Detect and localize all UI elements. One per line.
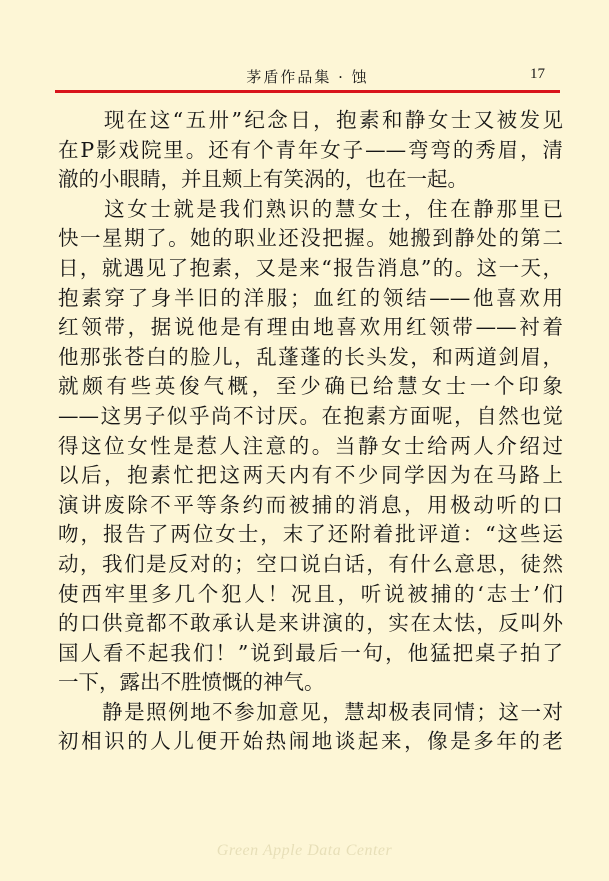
text-line: 以后，抱素忙把这两天内有不少同学因为在马路上 (58, 463, 563, 488)
text-line: 动，我们是反对的；空口说白话，有什么意思，徒然 (58, 551, 563, 576)
text-line: 抱素穿了身半旧的洋服；血红的领结——他喜欢用 (58, 285, 563, 310)
text-line: 吻，报告了两位女士，末了还附着批评道：“这些运 (58, 522, 563, 547)
body-text (58, 106, 563, 757)
header-rule (55, 90, 560, 93)
text-line: 一下，露出不胜愤慨的神气。 (58, 670, 325, 695)
text-line: 使西牢里多几个犯人！况且，听说被捕的‘志士’们 (58, 581, 563, 606)
page-number: 17 (530, 66, 545, 82)
text-line: 就颇有些英俊气概，至少确已给慧女士一个印象 (58, 374, 563, 399)
text-line: 日，就遇见了抱素，又是来“报告消息”的。这一天， (58, 255, 563, 280)
text-line: 红领带，据说他是有理由地喜欢用红领带——衬着 (58, 315, 563, 340)
text-line: 初相识的人儿便开始热闹地谈起来，像是多年的老 (58, 729, 563, 754)
text-line: 他那张苍白的脸儿，乱蓬蓬的长头发，和两道剑眉， (58, 344, 563, 369)
text-line: 演讲废除不平等条约而被捕的消息，用极动听的口 (58, 492, 563, 517)
text-line: 国人看不起我们！”说到最后一句，他猛把桌子拍了 (58, 640, 563, 665)
text-line: 这女士就是我们熟识的慧女士，住在静那里已 (58, 196, 563, 221)
text-line: 快一星期了。她的职业还没把握。她搬到静处的第二 (58, 226, 563, 251)
running-header (55, 66, 560, 88)
text-line: 澈的小眼睛，并且颊上有笑涡的，也在一起。 (58, 167, 468, 192)
text-line: 在P影戏院里。还有个青年女子——弯弯的秀眉，清 (58, 137, 563, 162)
text-line: 的口供竟都不敢承认是来讲演的，实在太怯，反叫外 (58, 611, 563, 636)
text-line: 得这位女性是惹人注意的。当静女士给两人介绍过 (58, 433, 563, 458)
text-line: 静是照例地不参加意见，慧却极表同情；这一对 (58, 699, 563, 724)
text-line: 现在这“五卅”纪念日，抱素和静女士又被发见 (58, 108, 563, 132)
text-line: ——这男子似乎尚不讨厌。在抱素方面呢，自然也觉 (58, 403, 563, 428)
watermark: Green Apple Data Center (216, 842, 393, 859)
header-title: 茅盾作品集 · 蚀 (246, 68, 369, 86)
